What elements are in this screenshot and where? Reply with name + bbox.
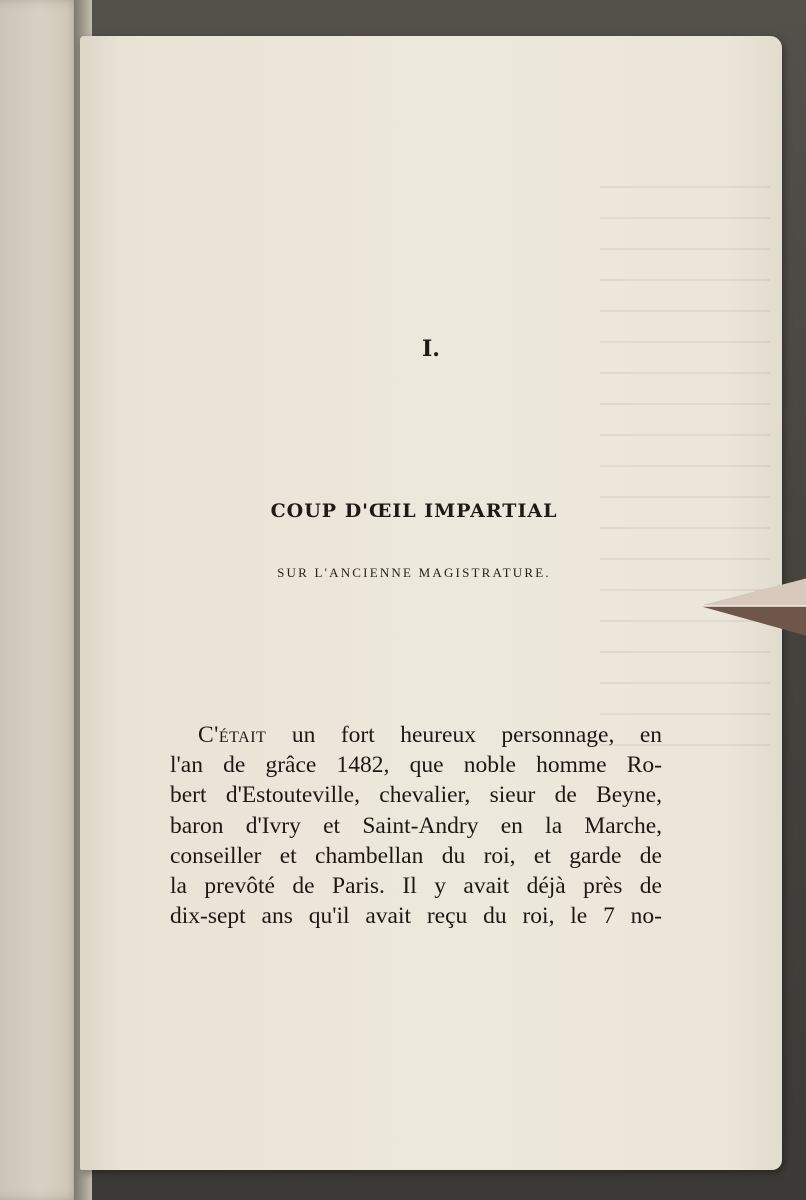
left-page-edge <box>0 0 82 1200</box>
body-line: l'an de grâce 1482, que noble homme Ro- <box>170 752 662 779</box>
page-pointer-bookmark <box>696 572 806 642</box>
first-line-text: un fort heureux personnage, en <box>266 722 662 748</box>
chapter-number: I. <box>422 336 440 362</box>
body-line: dix-sept ans qu'il avait reçu du roi, le 7 no- <box>170 903 662 930</box>
chapter-subtitle: SUR L'ANCIENNE MAGISTRATURE. <box>277 565 551 580</box>
body-line: bert d'Estouteville, chevalier, sieur de Beyne, <box>170 782 662 809</box>
body-line: conseiller et chambellan du roi, et garde de <box>170 842 662 869</box>
body-line: la prevôté de Paris. Il y avait déjà près de <box>170 873 662 900</box>
body-line: baron d'Ivry et Saint-Andry en la Marche, <box>170 812 662 839</box>
body-paragraph <box>170 720 662 931</box>
chapter-title: COUP D'ŒIL IMPARTIAL <box>270 500 558 522</box>
body-line <box>170 720 662 750</box>
show-through-text <box>600 186 770 746</box>
opening-word: C'était <box>198 722 267 748</box>
book-page <box>80 36 782 1170</box>
